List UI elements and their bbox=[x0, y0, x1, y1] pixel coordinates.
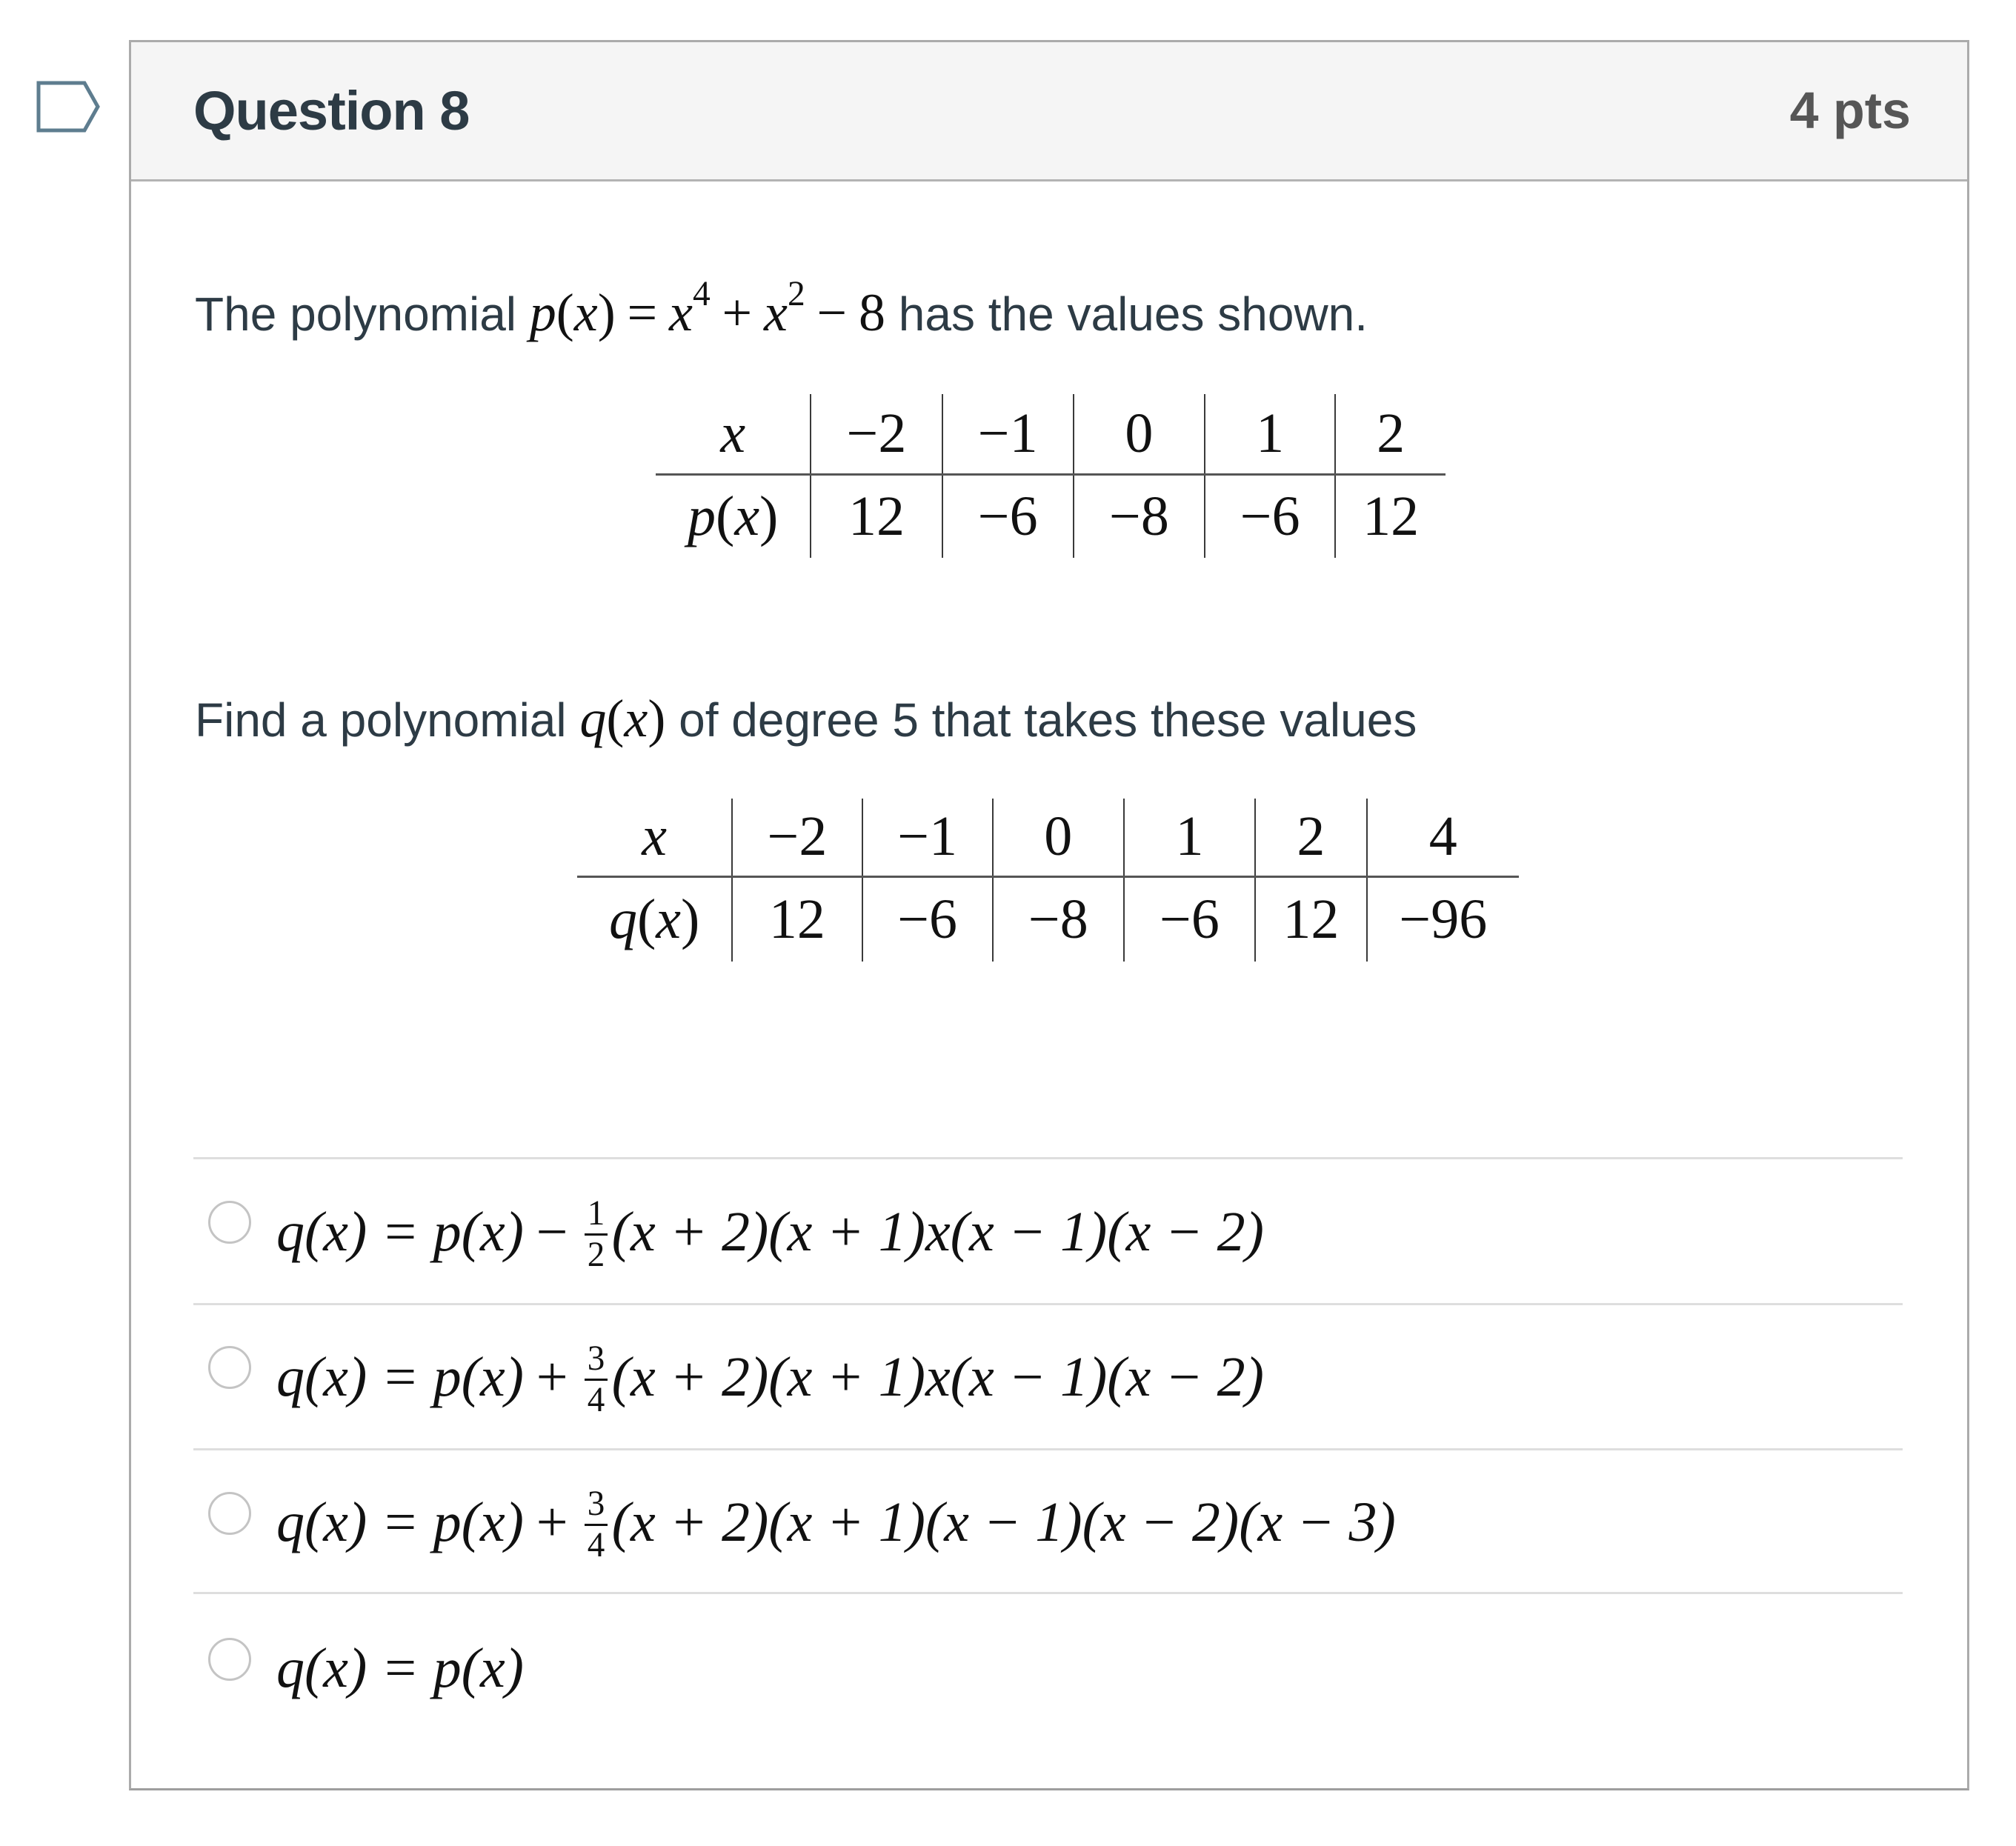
answer-option-1[interactable] bbox=[193, 1159, 1903, 1303]
prompt2-after: of degree 5 that takes these values bbox=[665, 693, 1417, 747]
table-cell: 12 bbox=[732, 876, 862, 962]
table-cell: −6 bbox=[942, 474, 1074, 558]
answer-factors: (x + 2)(x + 1)x(x − 1)(x − 2) bbox=[611, 1201, 1264, 1263]
table-cell: 1 bbox=[1205, 394, 1335, 474]
answer-math bbox=[276, 1339, 1264, 1420]
table-cell: 0 bbox=[1074, 394, 1205, 474]
table-header-p: p(x) bbox=[688, 484, 779, 547]
table-header-q: q(x) bbox=[608, 887, 700, 950]
table-cell: 2 bbox=[1255, 799, 1367, 876]
table-cell: −8 bbox=[1074, 474, 1205, 558]
question-header bbox=[131, 42, 1967, 181]
table-cell: 12 bbox=[1255, 876, 1367, 962]
math-eq: = bbox=[627, 283, 658, 342]
table-row-x bbox=[656, 394, 1446, 474]
answer-lhs: q(x) = p(x) bbox=[276, 1201, 524, 1263]
math-minus: − bbox=[816, 283, 848, 342]
table-cell: −96 bbox=[1367, 876, 1519, 962]
answer-lhs: q(x) = p(x) bbox=[276, 1346, 524, 1408]
math-exp-2: 2 bbox=[787, 274, 805, 313]
table-cell: −2 bbox=[811, 394, 942, 474]
prompt2-before: Find a polynomial bbox=[195, 693, 580, 747]
radio-button[interactable] bbox=[208, 1492, 251, 1535]
table-cell: −1 bbox=[862, 799, 993, 876]
answer-sign: − bbox=[536, 1201, 568, 1263]
math-var: x bbox=[624, 689, 648, 748]
p-definition-math: $p(x) = x^4 + x^2 - 8$ bbox=[529, 274, 885, 342]
table-header-x: x bbox=[656, 394, 811, 474]
table-row-q bbox=[577, 876, 1519, 962]
answer-lhs: q(x) = p(x) bbox=[276, 1637, 524, 1699]
p-values-table bbox=[656, 394, 1446, 558]
prompt-find-q bbox=[195, 689, 1417, 748]
answer-option-3[interactable] bbox=[193, 1450, 1903, 1592]
math-plus: + bbox=[722, 283, 753, 342]
math-base: x bbox=[763, 283, 788, 342]
fraction: $\frac{3}{4}$ bbox=[585, 1342, 608, 1418]
table-cell: 12 bbox=[1335, 474, 1446, 558]
table-cell: −8 bbox=[993, 876, 1124, 962]
prompt-polynomial-p bbox=[195, 274, 1368, 342]
math-const: 8 bbox=[858, 283, 885, 342]
table-cell: −6 bbox=[862, 876, 993, 962]
answer-factors: (x + 2)(x + 1)x(x − 1)(x − 2) bbox=[611, 1346, 1264, 1408]
table-cell: 4 bbox=[1367, 799, 1519, 876]
prompt1-after: has the values shown. bbox=[885, 287, 1368, 341]
math-fn-q: q bbox=[579, 689, 607, 748]
table-cell: 1 bbox=[1124, 799, 1255, 876]
answer-option-4[interactable] bbox=[193, 1594, 1903, 1738]
answer-sign: + bbox=[536, 1346, 568, 1408]
math-var: x bbox=[573, 283, 598, 342]
math-base: x bbox=[668, 283, 693, 342]
math-exp-4: 4 bbox=[692, 274, 711, 313]
prompt1-before: The polynomial bbox=[195, 287, 530, 341]
answer-factors: (x + 2)(x + 1)(x − 1)(x − 2)(x − 3) bbox=[611, 1491, 1396, 1553]
bookmark-flag-icon[interactable] bbox=[36, 80, 102, 133]
table-cell: 2 bbox=[1335, 394, 1446, 474]
table-cell: −6 bbox=[1205, 474, 1335, 558]
answer-lhs: q(x) = p(x) bbox=[276, 1491, 524, 1553]
table-cell: 0 bbox=[993, 799, 1124, 876]
table-cell: −2 bbox=[732, 799, 862, 876]
table-row-p bbox=[656, 474, 1446, 558]
question-points: 4 pts bbox=[1789, 81, 1911, 139]
radio-button[interactable] bbox=[208, 1638, 251, 1681]
math-fn-p: p bbox=[529, 283, 556, 342]
q-values-table bbox=[577, 799, 1519, 962]
table-cell: −6 bbox=[1124, 876, 1255, 962]
table-row-x bbox=[577, 799, 1519, 876]
fraction: $\frac{3}{4}$ bbox=[585, 1487, 608, 1563]
answer-math bbox=[276, 1485, 1396, 1565]
question-title: Question 8 bbox=[193, 80, 470, 141]
table-cell: −1 bbox=[942, 394, 1074, 474]
radio-button[interactable] bbox=[208, 1346, 251, 1389]
q-math: q(x) bbox=[579, 689, 666, 748]
answer-option-2[interactable] bbox=[193, 1305, 1903, 1448]
answer-math bbox=[276, 1194, 1264, 1275]
answer-sign: + bbox=[536, 1491, 568, 1553]
answer-math bbox=[276, 1631, 524, 1705]
table-header-x: x bbox=[577, 799, 732, 876]
fraction: $\frac{1}{2}$ bbox=[585, 1196, 608, 1273]
table-cell: 12 bbox=[811, 474, 942, 558]
radio-button[interactable] bbox=[208, 1201, 251, 1244]
